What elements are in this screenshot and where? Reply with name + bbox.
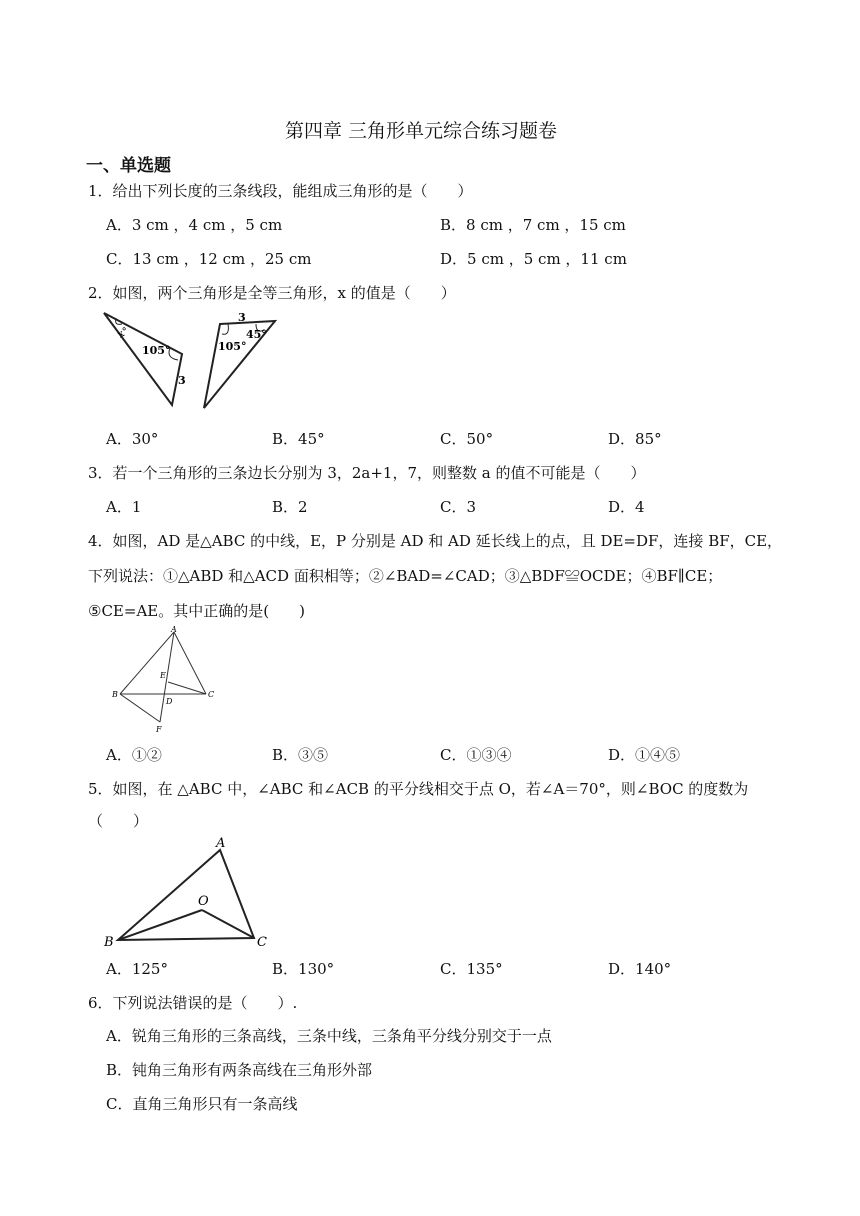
question-4-option-b: B．③⑤ <box>272 746 329 764</box>
question-2-option-d: D．85° <box>608 430 662 448</box>
question-2-stem: 2．如图，两个三角形是全等三角形，x 的值是（ ） <box>88 284 456 302</box>
question-4-option-d: D．①④⑤ <box>608 746 681 764</box>
segment-bo <box>118 910 202 940</box>
point-f: F <box>156 725 162 734</box>
congruent-triangles-figure <box>100 308 285 410</box>
question-5-stem-line2: （ ） <box>88 812 149 830</box>
label-105-left: 105° <box>142 344 171 357</box>
question-3-option-b: B．2 <box>272 498 308 516</box>
question-4-stem-line1: 4．如图，AD 是△ABC 的中线，E，P 分别是 AD 和 AD 延长线上的点，且 DE=DF，连接 BF，CE， <box>88 532 783 550</box>
question-1-stem: 1．给出下列长度的三条线段，能组成三角形的是（ ） <box>88 182 473 200</box>
question-3-stem: 3．若一个三角形的三条边长分别为 3，2a+1，7，则整数 a 的值不可能是（ ） <box>88 464 646 482</box>
question-2-option-b: B．45° <box>272 430 325 448</box>
triangle-median-figure <box>108 624 228 736</box>
question-5-option-b: B．130° <box>272 960 335 978</box>
question-2-option-a: A．30° <box>106 430 159 448</box>
label-45: 45° <box>246 328 267 341</box>
angle-bisector-figure <box>100 834 280 952</box>
segment-ac <box>174 632 206 694</box>
section-heading: 一、单选题 <box>86 156 171 176</box>
segment-bf <box>120 694 160 722</box>
point-e: E <box>160 671 166 680</box>
question-5-option-c: C．135° <box>440 960 503 978</box>
question-4-stem-line3: ⑤CE=AE。其中正确的是( ) <box>88 602 305 620</box>
question-4-stem-line2: 下列说法：①△ABD 和△ACD 面积相等；②∠BAD=∠CAD；③△BDF≌OCDE；④BF∥CE； <box>88 567 723 585</box>
segment-co <box>202 910 254 938</box>
question-3-option-d: D．4 <box>608 498 645 516</box>
label-105-right: 105° <box>218 340 247 353</box>
question-3-option-c: C．3 <box>440 498 477 516</box>
question-2-option-c: C．50° <box>440 430 494 448</box>
question-1-option-d: D．5 cm ，5 cm ，11 cm <box>440 250 627 268</box>
point-c: C <box>208 690 215 699</box>
question-6-stem: 6．下列说法错误的是（ ）. <box>88 994 298 1012</box>
point-o: O <box>198 894 209 909</box>
vertex-a: A <box>216 836 226 851</box>
question-3-option-a: A．1 <box>106 498 142 516</box>
question-5-option-d: D．140° <box>608 960 672 978</box>
point-d: D <box>166 697 173 706</box>
label-side-left: 3 <box>178 374 186 387</box>
angle-arc-105-right <box>222 324 228 334</box>
question-4-option-a: A．①② <box>106 746 162 764</box>
vertex-b: B <box>104 935 114 950</box>
point-a: A <box>171 625 177 634</box>
point-b: B <box>112 690 118 699</box>
question-1-option-b: B．8 cm ，7 cm ，15 cm <box>440 216 626 234</box>
triangle-left <box>104 313 182 405</box>
label-x: x° <box>116 325 131 341</box>
question-6-option-b: B．钝角三角形有两条高线在三角形外部 <box>106 1061 373 1079</box>
question-5-stem-line1: 5．如图，在 △ABC 中，∠ABC 和∠ACB 的平分线相交于点 O，若∠A＝70°，则∠BOC 的度数为 <box>88 780 749 798</box>
question-5-option-a: A．125° <box>106 960 168 978</box>
vertex-c: C <box>257 935 267 950</box>
page-title: 第四章 三角形单元综合练习题卷 <box>285 120 558 142</box>
question-6-option-c: C．直角三角形只有一条高线 <box>106 1095 298 1113</box>
question-6-option-a: A．锐角三角形的三条高线，三条中线，三条角平分线分别交于一点 <box>106 1027 552 1045</box>
question-1-option-a: A．3 cm ，4 cm ，5 cm <box>106 216 283 234</box>
question-4-option-c: C．①③④ <box>440 746 512 764</box>
label-side-right: 3 <box>238 311 246 324</box>
question-1-option-c: C．13 cm ，12 cm ，25 cm <box>106 250 312 268</box>
